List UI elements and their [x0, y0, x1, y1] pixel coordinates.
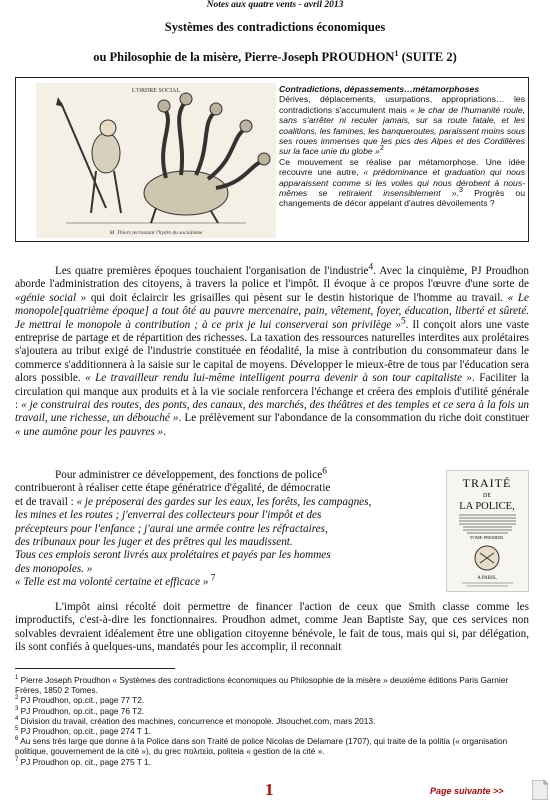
- cartoon-label: L'ORDRE SOCIAL: [131, 88, 181, 94]
- footnotes: [15, 675, 529, 767]
- p1-d: . Il conçoit alors une vaste entreprise de partage et de répartition des richesses. La taxation des ressources naturelles interdites aux prolétaires s'ajoutera au tribut exigé de l'industrie constituée en féodalité, la mise à contribution du consommateur dans le commerce s'additionnera à la saisie sur le capital de moyens. Développer le mieux-être de tous par l'éducation sera alors possible.: [15, 318, 530, 385]
- p1-quote-5: « une aumône pour les pauvres »: [15, 425, 164, 438]
- intro-text-2: Ce mouvement se réalise par métamorphose. Une idée recouvre une autre,: [279, 156, 525, 178]
- p1-quote-2: « Le monopole[quatrième époque] a tout ôté au pauvre mercenaire, pain, vêtement, foyer, éducation, liberté et sûreté. Je mettrai le monopole à contribution ; à ce prix je lui conserverai son privilège »: [15, 291, 530, 331]
- p1-c: qui doit éclaircir les grisailles qui pèsent sur le destin historique de l'homme au travail.: [86, 291, 508, 304]
- intro-quote-2: « prédominance et graduation qui nous apparaissent comme si les voiles qui nous dérobent à nous-mêmes se retiraient insensiblement ».: [279, 167, 525, 199]
- p2-quote-6: des monopoles. »: [15, 562, 93, 575]
- article-title: Systèmes des contradictions économiques: [164, 20, 386, 34]
- footnote-1: $^1$ Pierre Joseph Proudhon « Systèmes des contradictions économiques ou Philosophie de la misère » deuxième éditions Paris Garnier Frères, 1850 2 Tomes.: [15, 675, 509, 696]
- p1-a: Les quatre premières époques touchaient l'organisation de l'industrie: [55, 265, 369, 277]
- footnote-ref-1[interactable]: 1: [394, 48, 399, 58]
- footnote-ref-6[interactable]: 6: [322, 466, 327, 477]
- p2-quote-3: précepteurs pour l'enfance ; j'aurai une armée contre les réfractaires,: [15, 522, 328, 535]
- p3: L'impôt ainsi récolté doit permettre de financer l'action de ceux que Smith classe comme les improductifs, c'est-à-dire les fonctionnaires. Proudhon admet, comme Jean Baptiste Say, que ces services non solvables devraient idéalement être une obligation citoyenne bénévole, le fait de tous, mais qui si, par délégation, ils sont confiés à quelques-uns, mandatés pour les accomplir, il reconnait: [15, 601, 529, 654]
- footnote-7: $^7$ PJ Proudhon op. cit., page 275 T 1.: [15, 756, 151, 767]
- main-paragraph: [15, 262, 530, 439]
- p1-quote-1: «génie social »: [15, 291, 87, 304]
- footnote-3: $^3$ PJ Proudhon, op.cit., page 76 T2.: [15, 705, 145, 716]
- footnote-ref-5[interactable]: 5: [400, 315, 406, 326]
- p1-quote-3: « Le travailleur rendu lui-même intelligent pourra devenir à son tour capitaliste »: [85, 372, 473, 385]
- intro-heading: Contradictions, dépassements…métamorphoses: [279, 84, 480, 94]
- p2-quote-4: des tribunaux pour les juger et des prêtres qui les maudissent.: [15, 536, 293, 549]
- intro-text-1: Dérives, déplacements, usurpations, appropriations… les contradictions s'accumulent mais: [279, 94, 525, 115]
- intro-text: [279, 84, 525, 209]
- next-page-link[interactable]: Page suivante >>: [430, 786, 504, 796]
- p1-e: . Faciliter la circulation qui manque aux produits et à la vie sociale renforcera l'échange et créera des emplois d'utilité générale :: [15, 372, 530, 412]
- book-cover-image: [446, 470, 529, 592]
- cartoon-illustration: [36, 83, 276, 238]
- tax-paragraph: [15, 601, 529, 655]
- p2-quote-1: « je préposerai des gardes sur les eaux, les forêts, les campagnes,: [76, 495, 372, 508]
- footnote-ref-7[interactable]: 7: [208, 573, 216, 584]
- intro-box: [15, 77, 529, 242]
- p1-b: . Avec la cinquième, PJ Proudhon aborde l'administration des citoyens, à travers la police et l'impôt. Il évoque à ce propos l'œuvre d'une sorte de: [15, 265, 529, 291]
- subtitle-suffix: (SUITE 2): [398, 50, 457, 64]
- page-curl-icon[interactable]: [532, 780, 548, 800]
- p2-quote-5: Tous ces emplois seront livrés aux prolétaires et payés par les hommes: [15, 549, 331, 562]
- p2-b: contribueront à réaliser cette étape génératrice d'égalité, de démocratie: [15, 482, 331, 495]
- p1-g: .: [163, 425, 166, 438]
- p2-quote-2: les mines et les routes ; j'enverrai des collecteurs pour l'impôt et des: [15, 509, 322, 522]
- p2-a: Pour administrer ce développement, des fonctions de police: [55, 469, 323, 481]
- book-line-3: LA POLICE,: [459, 501, 515, 512]
- p2-c: et de travail :: [15, 495, 77, 508]
- intro-quote-1: « le char de l'humanité roule, sans s'arrêter ni reculer jamais, sur sa route fatale, et les coalitions, les famines, les banqueroutes, paraissent moins sous ses roues immenses que les pics des Alpes et des Cordillères sur la face unie du globe »: [279, 104, 525, 157]
- footnote-6: $^6$ Au sens très large que donne à la Police dans son Traité de police Nicolas de Delamare (1707), qui traite de la politia (« organisation politique, gouvernement de la cité »), du grec πολιτεία, politeia « gestion de la cité ».: [15, 736, 508, 757]
- footnote-ref-4[interactable]: 4: [368, 262, 374, 273]
- subtitle-text: ou Philosophie de la misère, Pierre-Joseph PROUDHON: [93, 50, 395, 64]
- footnote-ref-2[interactable]: 2: [379, 144, 384, 153]
- footnote-divider: [15, 668, 175, 669]
- article-subtitle: [0, 50, 550, 65]
- cartoon-caption: M. Thiers terrassant l'hydre du socialisme: [109, 230, 203, 236]
- p2-quote-7: « Telle est ma volonté certaine et efficace »: [15, 576, 209, 589]
- intro-text-3: Progrès ou changements de décor appelant d'autres dévoilements ?: [279, 188, 525, 209]
- p1-f: . Le prélèvement sur l'abondance de la consommation du riche doit constituer: [178, 412, 529, 425]
- book-line-4: TOME PREMIER.: [469, 535, 505, 540]
- footnote-5: $^5$ PJ Proudhon, op.cit., page 274 T 1.: [15, 726, 151, 737]
- footnote-4: $^4$ Division du travail, création des machines, concurrence et monopole. Jlsouchet.com, mars 2013.: [15, 715, 376, 726]
- book-line-1: TRAITÉ: [462, 476, 512, 490]
- footnote-ref-3[interactable]: 3: [458, 186, 463, 195]
- police-paragraph: [15, 466, 440, 590]
- page-number: 1: [265, 780, 274, 799]
- p1-quote-4: « je construirai des routes, des ponts, des canaux, des marchés, des théâtres et des temples et ce sera à la fois un travail, une richesse, un débouché »: [15, 399, 530, 425]
- footnote-2: $^2$ PJ Proudhon, op.cit., page 77 T2.: [15, 695, 145, 706]
- journal-header: Notes aux quatre vents - avril 2013: [206, 0, 344, 10]
- book-line-5: A PARIS,: [477, 576, 497, 581]
- book-line-2: DE: [483, 493, 491, 499]
